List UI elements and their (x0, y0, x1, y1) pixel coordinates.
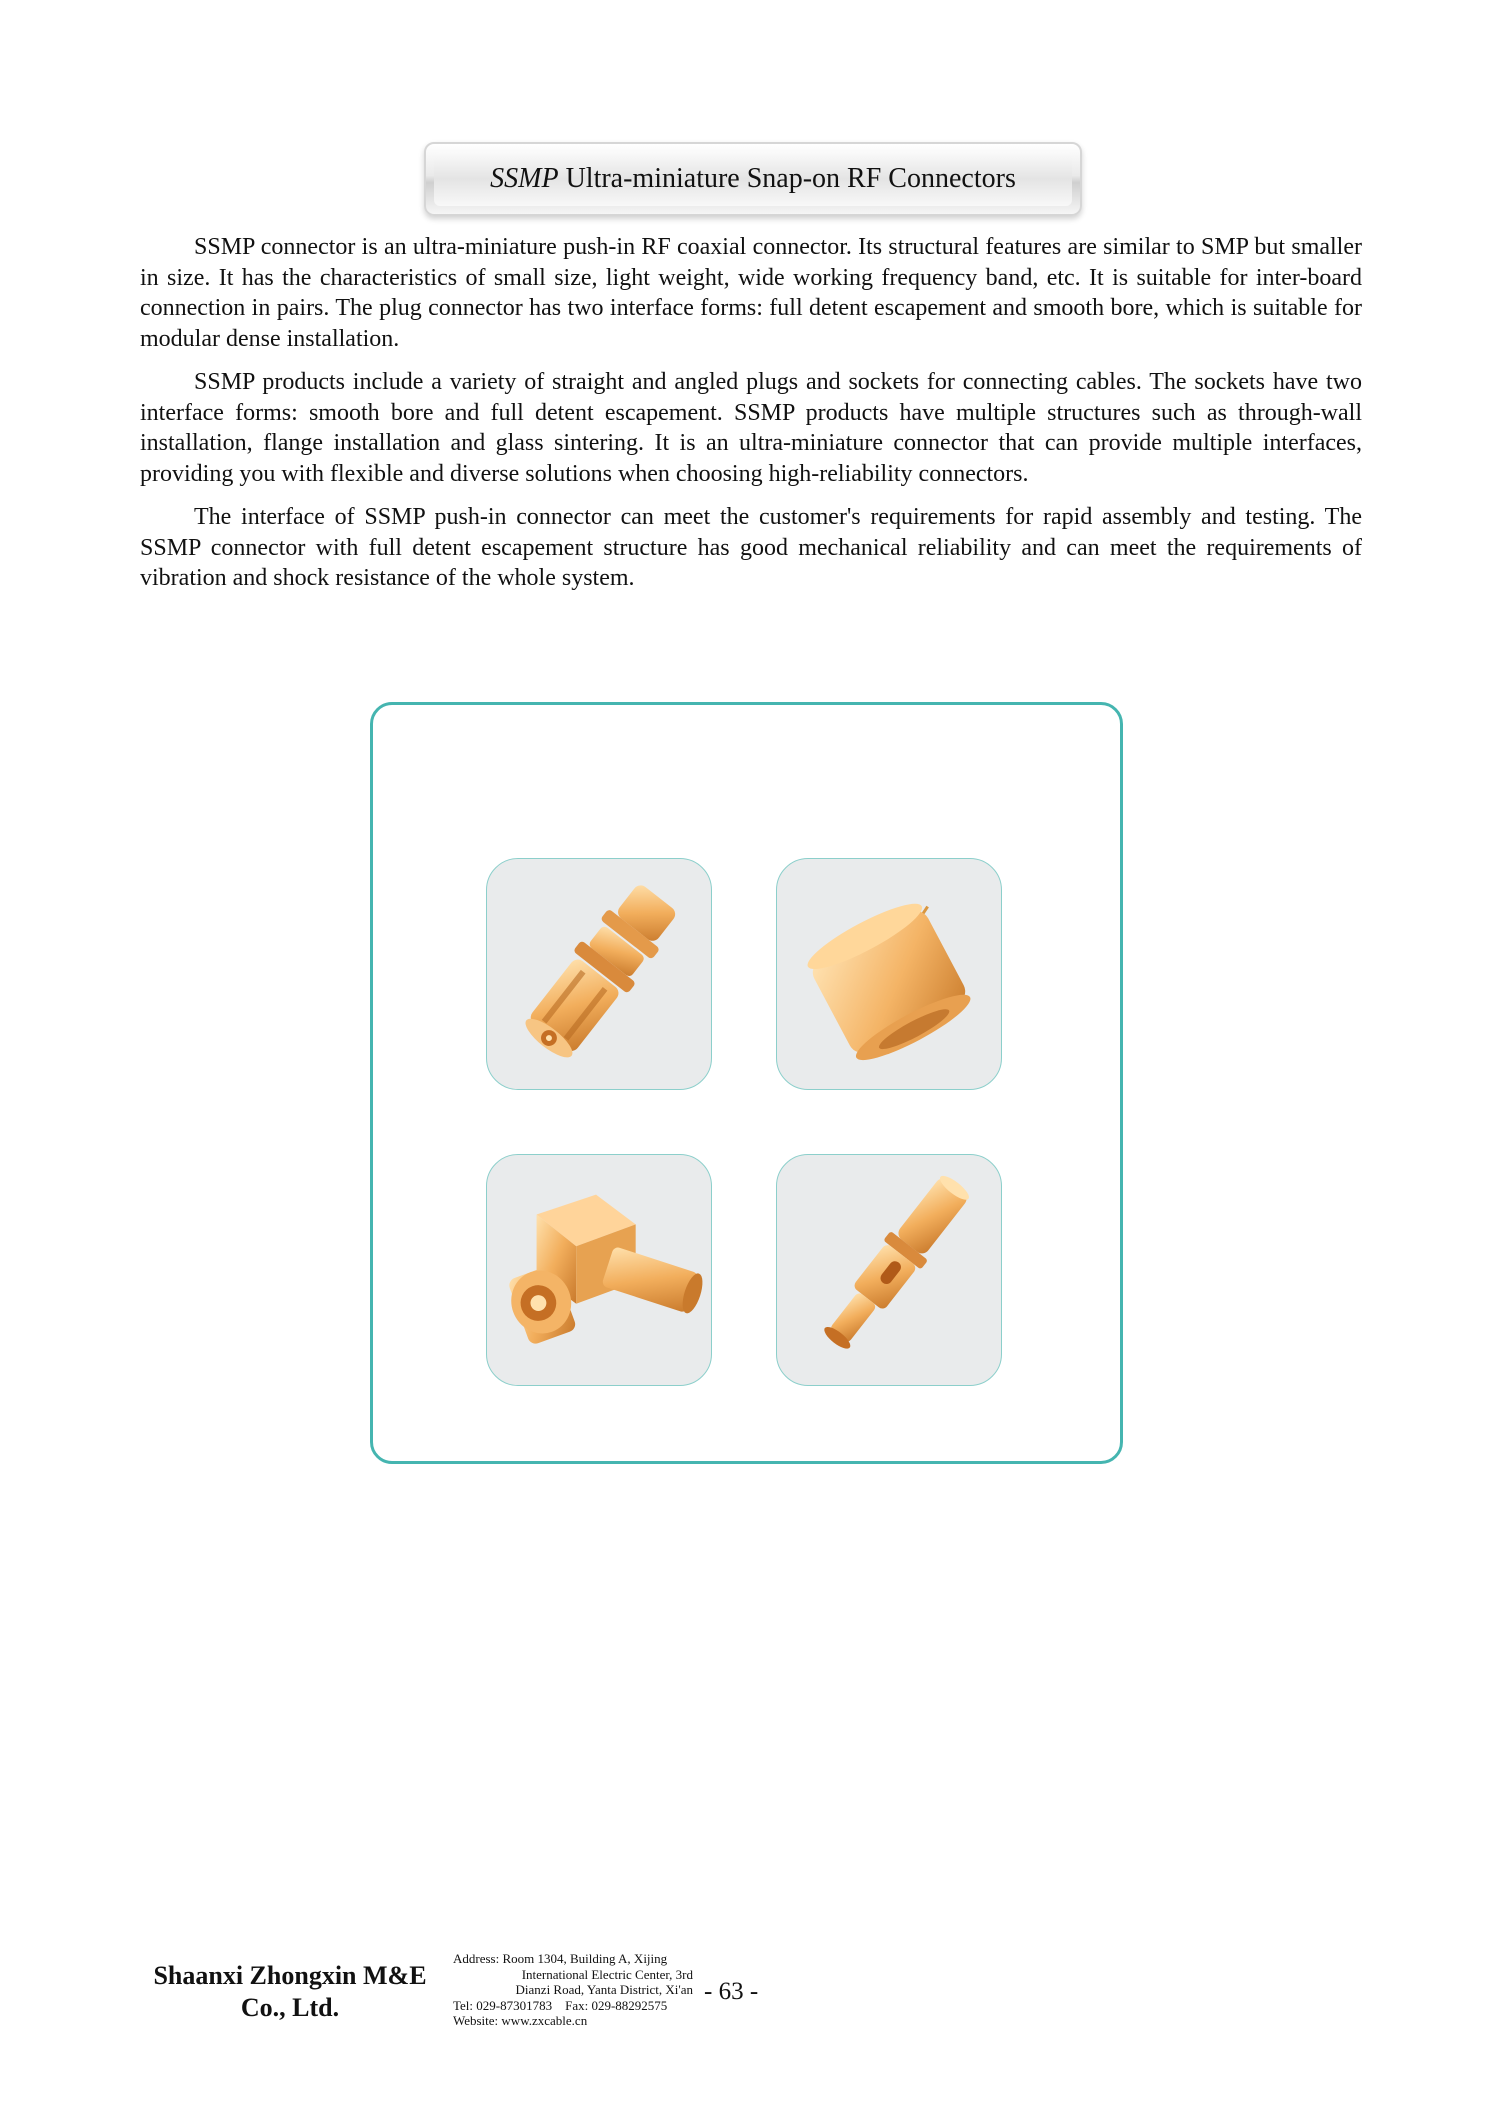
straight-cable-plug-connector-icon (777, 1155, 1001, 1385)
page-number: - 63 - (704, 1978, 759, 2005)
product-tile-1 (486, 858, 712, 1090)
paragraph-3: The interface of SSMP push-in connector can meet the customer's requirements for rapid assembly and testing. The SSMP connector with full detent escapement structure has good mechanical reliability and can meet the requirements of vibration and shock resistance of the whole system. (140, 504, 1362, 591)
right-angle-plug-connector-icon (487, 1155, 711, 1385)
footer-website: Website: www.zxcable.cn (453, 2013, 588, 2028)
section-title-box (424, 142, 1082, 216)
product-gallery-frame (370, 702, 1123, 1464)
section-title (434, 152, 1072, 206)
paragraph-1: SSMP connector is an ultra-miniature push-in RF coaxial connector. Its structural features are similar to SMP but smaller in size. It has the characteristics of small size, light weight, wide working frequency band, etc. It is suitable for inter-board connection in pairs. The plug connector has two interface forms: full detent escapement and smooth bore, which is suitable for modular dense installation. (140, 234, 1362, 352)
product-tile-4 (776, 1154, 1002, 1386)
footer-company-name (140, 1960, 440, 2024)
straight-plug-connector-icon (487, 859, 711, 1089)
flange-socket-connector-icon (777, 859, 1001, 1089)
footer-address-block (453, 1951, 693, 2029)
footer-address-line-3: Dianzi Road, Yanta District, Xi'an (515, 1982, 693, 1997)
footer-address-line-2: International Electric Center, 3rd (521, 1966, 693, 1982)
footer-tel-fax: Tel: 029-87301783 Fax: 029-88292575 (453, 1997, 668, 2013)
footer-company-line-2: Co., Ltd. (240, 1993, 340, 2022)
product-tile-3 (486, 1154, 712, 1386)
section-title-text: Ultra-miniature Snap-on RF Connectors (565, 163, 1016, 194)
paragraph-2: SSMP products include a variety of straight and angled plugs and sockets for connecting cables. The sockets have two interface forms: smooth bore and full detent escapement. SSMP products have multiple structures such as through-wall installation, flange installation and glass sintering. It is an ultra-miniature connector that can provide multiple interfaces, providing you with flexible and diverse solutions when choosing high-reliability connectors. (140, 369, 1362, 487)
body-text (140, 232, 1362, 607)
product-tile-2 (776, 858, 1002, 1090)
section-title-emphasis: SSMP (490, 163, 559, 194)
footer-address-line-1: Address: Room 1304, Building A, Xijing (453, 1951, 668, 1966)
footer-company-line-1: Shaanxi Zhongxin M&E (153, 1961, 427, 1990)
